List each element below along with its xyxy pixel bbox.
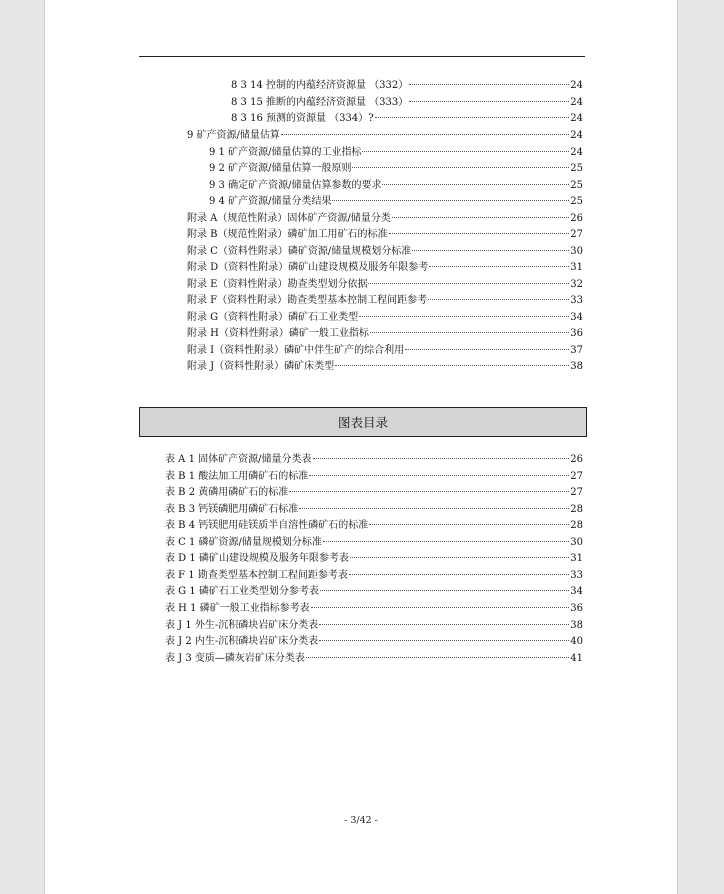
- toc-entry-page-number: 24: [570, 130, 583, 141]
- table-entry-title: 表 B 3 钙镁磷肥用磷矿石标准: [165, 503, 299, 515]
- table-entry[interactable]: [165, 453, 583, 467]
- table-entry[interactable]: [165, 569, 583, 583]
- toc-entry-title: 9 矿产资源/储量估算: [187, 130, 280, 141]
- toc-entry[interactable]: [187, 228, 583, 242]
- toc-entry[interactable]: [187, 212, 583, 226]
- toc-entry[interactable]: [187, 261, 583, 275]
- table-entry-title: 表 B 2 黄磷用磷矿石的标准: [165, 487, 289, 499]
- table-entry-title: 表 D 1 磷矿山建设规模及服务年限参考表: [165, 553, 349, 565]
- toc-entry[interactable]: [187, 278, 583, 292]
- dot-leader: [313, 458, 570, 459]
- toc-entry-page-number: 24: [570, 80, 583, 91]
- toc-entry-page-number: 31: [570, 262, 583, 273]
- table-entry-page-number: 28: [570, 503, 583, 515]
- table-entry[interactable]: [165, 552, 583, 566]
- dot-leader: [320, 590, 569, 591]
- toc-entry-title: 附录 C（资料性附录）磷矿资源/储量规模划分标准: [187, 246, 412, 257]
- toc-entry-title: 9 2 矿产资源/储量估算一般原则: [209, 163, 352, 174]
- document-page: [44, 0, 678, 894]
- tables-section-header: [139, 407, 587, 437]
- table-entry-page-number: 36: [570, 602, 583, 614]
- dot-leader: [389, 233, 570, 234]
- table-entry-page-number: 30: [570, 536, 583, 548]
- toc-entry-page-number: 38: [570, 361, 583, 372]
- toc-entry-title: 附录 H（资料性附录）磷矿一般工业指标: [187, 328, 369, 339]
- dot-leader: [332, 200, 569, 201]
- table-entry-page-number: 26: [570, 454, 583, 465]
- toc-entry-page-number: 24: [570, 147, 583, 158]
- dot-leader: [323, 541, 569, 542]
- toc-entry[interactable]: [187, 129, 583, 143]
- table-entry[interactable]: [165, 503, 583, 517]
- table-entry-page-number: 40: [570, 636, 583, 648]
- dot-leader: [281, 134, 569, 135]
- toc-entry-title: 附录 I（资料性附录）磷矿中伴生矿产的综合利用: [187, 345, 405, 356]
- dot-leader: [306, 657, 569, 658]
- dot-leader: [350, 557, 569, 558]
- toc-entry-page-number: 24: [570, 113, 583, 124]
- toc-entry[interactable]: [209, 195, 583, 209]
- toc-entry[interactable]: [187, 245, 583, 259]
- dot-leader: [352, 167, 569, 168]
- dot-leader: [359, 316, 569, 317]
- toc-entry-title: 附录 G（资料性附录）磷矿石工业类型: [187, 312, 359, 323]
- dot-leader: [369, 524, 569, 525]
- toc-entry[interactable]: [231, 79, 583, 93]
- table-entry-title: 表 H 1 磷矿一般工业指标参考表: [165, 602, 310, 614]
- dot-leader: [382, 184, 569, 185]
- dot-leader: [309, 475, 569, 476]
- toc-entry-title: 9 3 确定矿产资源/储量估算参数的要求: [209, 180, 382, 191]
- toc-entry-page-number: 30: [570, 246, 583, 257]
- table-entry-page-number: 27: [570, 470, 583, 482]
- toc-entry-title: 附录 F（资料性附录）勘查类型基本控制工程间距参考: [187, 295, 428, 306]
- toc-entry-title: 8 3 14 控制的内蕴经济资源量 （332）: [231, 80, 409, 91]
- table-entry-title: 表 J 2 内生-沉积磷块岩矿床分类表: [165, 636, 319, 648]
- toc-entry[interactable]: [187, 344, 583, 358]
- dot-leader: [392, 217, 569, 218]
- table-entry-title: 表 G 1 磷矿石工业类型划分参考表: [165, 586, 319, 598]
- dot-leader: [370, 332, 569, 333]
- toc-entry-title: 8 3 16 预测的资源量 （334）?: [231, 113, 374, 124]
- toc-entry-page-number: 37: [570, 345, 583, 356]
- header-rule: [139, 56, 585, 57]
- toc-entry-page-number: 33: [570, 295, 583, 306]
- toc-entry-page-number: 26: [570, 213, 583, 224]
- table-entry[interactable]: [165, 619, 583, 633]
- toc-entry-page-number: 25: [570, 196, 583, 207]
- table-entry-title: 表 A 1 固体矿产资源/储量分类表: [165, 454, 312, 465]
- toc-entry-page-number: 36: [570, 328, 583, 339]
- table-entry[interactable]: [165, 585, 583, 599]
- toc-entry-page-number: 34: [570, 312, 583, 323]
- dot-leader: [335, 365, 569, 366]
- table-entry[interactable]: [165, 470, 583, 484]
- toc-entry-title: 9 1 矿产资源/储量估算的工业指标: [209, 147, 362, 158]
- table-entry-page-number: 33: [570, 569, 583, 581]
- toc-entry-title: 附录 J（资料性附录）磷矿床类型: [187, 361, 335, 372]
- table-entry-title: 表 J 1 外生-沉积磷块岩矿床分类表: [165, 619, 319, 631]
- table-entry-title: 表 B 1 酸法加工用磷矿石的标准: [165, 470, 309, 482]
- dot-leader: [405, 349, 569, 350]
- table-entry[interactable]: [165, 652, 583, 666]
- dot-leader: [362, 151, 569, 152]
- toc-entry-title: 附录 B（规范性附录）磷矿加工用矿石的标准: [187, 229, 388, 240]
- toc-entry[interactable]: [231, 112, 583, 126]
- dot-leader: [429, 266, 569, 267]
- toc-entry[interactable]: [187, 360, 583, 374]
- table-entry-page-number: 41: [570, 652, 583, 664]
- toc-entry-title: 9 4 矿产资源/储量分类结果: [209, 196, 332, 207]
- toc-entry-title: 附录 E（资料性附录）勘查类型划分依据: [187, 279, 368, 290]
- dot-leader: [319, 624, 569, 625]
- table-entry[interactable]: [165, 519, 583, 533]
- toc-entry[interactable]: [231, 96, 583, 110]
- table-entry-page-number: 34: [570, 586, 583, 598]
- table-entry-title: 表 F 1 勘查类型基本控制工程间距参考表: [165, 569, 348, 581]
- toc-entry-page-number: 27: [570, 229, 583, 240]
- dot-leader: [368, 283, 569, 284]
- table-entry-title: 表 C 1 磷矿资源/储量规模划分标准: [165, 536, 322, 548]
- table-entry-page-number: 27: [570, 487, 583, 499]
- table-entry-title: 表 J 3 变质—磷灰岩矿床分类表: [165, 652, 305, 664]
- dot-leader: [349, 574, 569, 575]
- dot-leader: [375, 117, 570, 118]
- dot-leader: [409, 101, 569, 102]
- toc-entry[interactable]: [187, 294, 583, 308]
- table-entry[interactable]: [165, 635, 583, 649]
- table-entry[interactable]: [165, 602, 583, 616]
- table-entry[interactable]: [165, 536, 583, 550]
- toc-entry-page-number: 24: [570, 97, 583, 108]
- toc-entry-page-number: 25: [570, 180, 583, 191]
- table-entry-page-number: 31: [570, 553, 583, 565]
- toc-entry-title: 8 3 15 推断的内蕴经济资源量 （333）: [231, 97, 409, 108]
- toc-entry-title: 附录 A（规范性附录）固体矿产资源/储量分类: [187, 213, 391, 224]
- dot-leader: [319, 640, 569, 641]
- toc-entry-title: 附录 D（资料性附录）磷矿山建设规模及服务年限参考: [187, 262, 429, 273]
- toc-entry[interactable]: [209, 179, 583, 193]
- table-entry-page-number: 38: [570, 619, 583, 631]
- toc-entry[interactable]: [209, 162, 583, 176]
- dot-leader: [289, 491, 569, 492]
- dot-leader: [311, 607, 570, 608]
- page-number-footer: - 3/42 -: [344, 815, 378, 826]
- toc-entry-page-number: 25: [570, 163, 583, 174]
- dot-leader: [428, 299, 569, 300]
- dot-leader: [412, 250, 569, 251]
- toc-entry[interactable]: [187, 327, 583, 341]
- table-entry-title: 表 B 4 钙镁肥用硅镁质半自溶性磷矿石的标准: [165, 520, 369, 532]
- toc-entry-page-number: 32: [570, 279, 583, 290]
- dot-leader: [299, 508, 569, 509]
- dot-leader: [409, 84, 569, 85]
- table-entry[interactable]: [165, 486, 583, 500]
- tables-section-title: 图表目录: [337, 415, 388, 430]
- toc-entry[interactable]: [187, 311, 583, 325]
- table-entry-page-number: 28: [570, 520, 583, 532]
- toc-entry[interactable]: [209, 146, 583, 160]
